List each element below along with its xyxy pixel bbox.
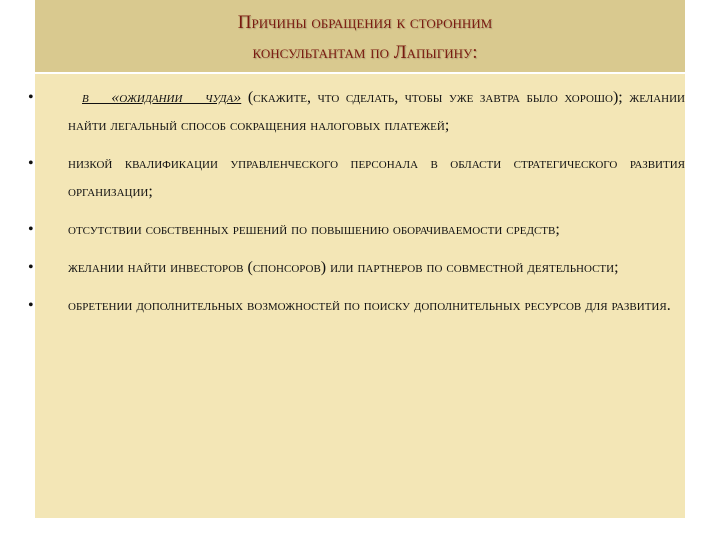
bullet-marker: • [28, 221, 34, 238]
bullet-marker: • [28, 89, 34, 106]
slide-title-line-1: Причины обращения к сторонним [237, 12, 493, 33]
bullet-text: (скажите, что сделать, чтобы уже завтра было хорошо); желании найти легальный способ сокращения налоговых платежей; [68, 89, 685, 134]
bullet-text: обретении дополнительных возможностей по поиску дополнительных ресурсов для развития. [68, 297, 671, 314]
bullet-item [28, 84, 685, 140]
bullet-marker: • [28, 155, 34, 172]
title-divider [35, 72, 685, 74]
bullet-text: низкой квалификации управленческого персонала в области стратегического развития организации; [68, 155, 685, 200]
bullet-item [28, 216, 685, 244]
bullet-text: желании найти инвесторов (спонсоров) или партнеров по совместной деятельности; [68, 259, 619, 276]
bullet-text: отсутствии собственных решений по повышению оборачиваемости средств; [68, 221, 560, 238]
bullet-item [28, 150, 685, 206]
bullet-italic-text: в «ожидании чуда» [82, 89, 242, 106]
slide-title [100, 8, 630, 68]
bullet-item [28, 292, 685, 320]
slide-title-line-2: консультантам по Лапыгину: [252, 42, 478, 63]
bullet-marker: • [28, 259, 34, 276]
bullet-list [28, 84, 685, 330]
bullet-marker: • [28, 297, 34, 314]
bullet-item [28, 254, 685, 282]
